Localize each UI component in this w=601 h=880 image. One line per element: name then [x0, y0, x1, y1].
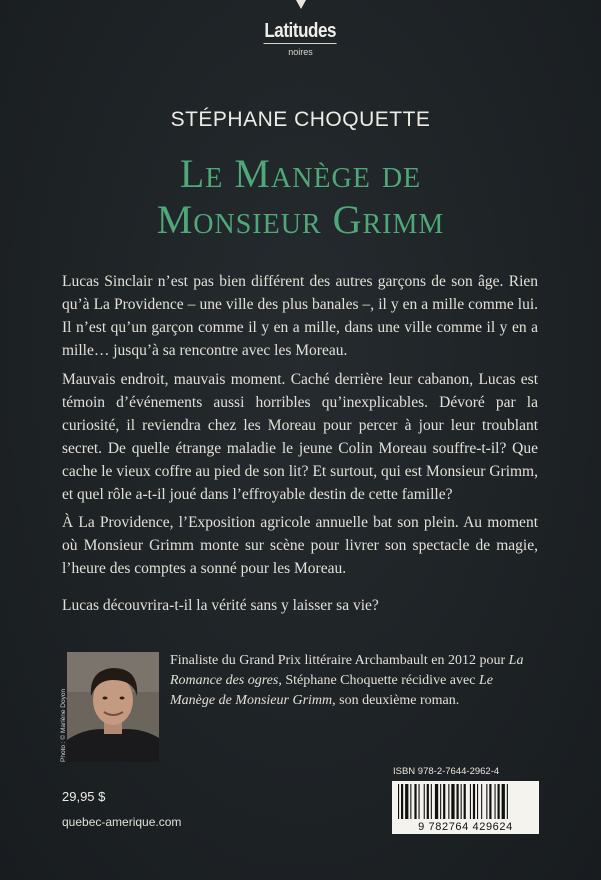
- publisher-website: quebec-amerique.com: [62, 815, 182, 829]
- barcode-bar: [419, 784, 420, 819]
- barcode-bar: [435, 784, 438, 819]
- publisher-logo: [0, 0, 601, 57]
- barcode-bar: [451, 784, 454, 819]
- author-photo: [67, 652, 159, 762]
- barcode-bar: [401, 784, 403, 819]
- barcode-bar: [477, 784, 478, 819]
- barcode-bar: [448, 784, 449, 819]
- barcode-bar: [431, 784, 432, 819]
- author-bio: [170, 651, 540, 711]
- bio-text-1: Finaliste du Grand Prix littéraire Archambault en 2012 pour: [170, 653, 509, 668]
- barcode-bars-icon: [392, 781, 539, 821]
- bio-text-3: , son deuxième roman.: [332, 693, 460, 708]
- price: 29,95 $: [62, 789, 106, 804]
- barcode-digits: 9 782764 429624: [392, 821, 539, 834]
- barcode-bar: [461, 784, 462, 819]
- author-portrait-icon: [67, 652, 159, 762]
- author-name: STÉPHANE CHOQUETTE: [170, 108, 431, 131]
- barcode-bar: [440, 784, 441, 819]
- barcode-bar: [495, 784, 496, 819]
- barcode-bar: [486, 784, 487, 819]
- barcode-bar: [424, 784, 425, 819]
- barcode-bar: [427, 784, 429, 819]
- bio-book-2: Le Manège de Monsieur Grimm: [170, 673, 493, 708]
- barcode-bar: [414, 784, 416, 819]
- bio-text-2: , Stéphane Choquette récidive avec: [278, 673, 479, 688]
- barcode-bar: [464, 784, 466, 819]
- logo-subtitle: noires: [288, 47, 313, 57]
- barcode-bar: [507, 784, 508, 819]
- book-title-line-2: Monsieur Grimm: [156, 197, 445, 242]
- barcode-bar: [489, 784, 491, 819]
- logo-triangle-icon: [296, 0, 306, 9]
- barcode-bar: [473, 784, 475, 819]
- synopsis-paragraph-1: Lucas Sinclair n’est pas bien différent des autres garçons de son âge. Rien qu’à La Providence – une ville des plus banales –, il y en a mille comme lui. Il n’est qu’un garçon comme il y en a mille, dans une ville comme il y en a mille… jusqu’à sa rencontre avec les Moreau.: [62, 273, 538, 359]
- barcode-bar: [502, 784, 505, 819]
- synopsis-paragraph-3: À La Providence, l’Exposition agricole annuelle bat son plein. Au moment où Monsieur Grimm monte sur scène pour livrer son spectacle de magie, l’heure des comptes a sonné pour les Moreau.: [62, 514, 538, 577]
- barcode-bar: [498, 784, 500, 819]
- barcode-bar: [481, 784, 482, 819]
- barcode-bar: [410, 784, 411, 819]
- photo-credit: Photo : © Marlène Doyon: [60, 688, 67, 762]
- isbn-label: ISBN 978-2-7644-2962-4: [393, 766, 500, 777]
- barcode-bar: [470, 784, 471, 819]
- barcode-bar: [405, 784, 408, 819]
- barcode-bar: [398, 784, 399, 819]
- synopsis-paragraph-2: Mauvais endroit, mauvais moment. Caché derrière leur cabanon, Lucas est témoin d’événements aussi horribles qu’inexplicables. Dévoré par la curiosité, il reviendra chez les Moreau pour percer à jour leur troublant secret. De quelle étrange maladie le jeune Colin Moreau souffre-t-il? Que cache le vieux coffre au pied de son lit? Et surtout, qui est Monsieur Grimm, et quel rôle a-t-il joué dans l’effroyable destin de cette famille?: [62, 371, 538, 503]
- synopsis-paragraph-4: Lucas découvrira-t-il la vérité sans y laisser sa vie?: [62, 597, 379, 614]
- logo-name: Latitudes: [264, 20, 337, 42]
- bio-book-1: La Romance des ogres: [170, 653, 524, 688]
- barcode-bar: [443, 784, 445, 819]
- book-title-line-1: Le Manège de: [179, 151, 422, 196]
- barcode-bar: [457, 784, 459, 819]
